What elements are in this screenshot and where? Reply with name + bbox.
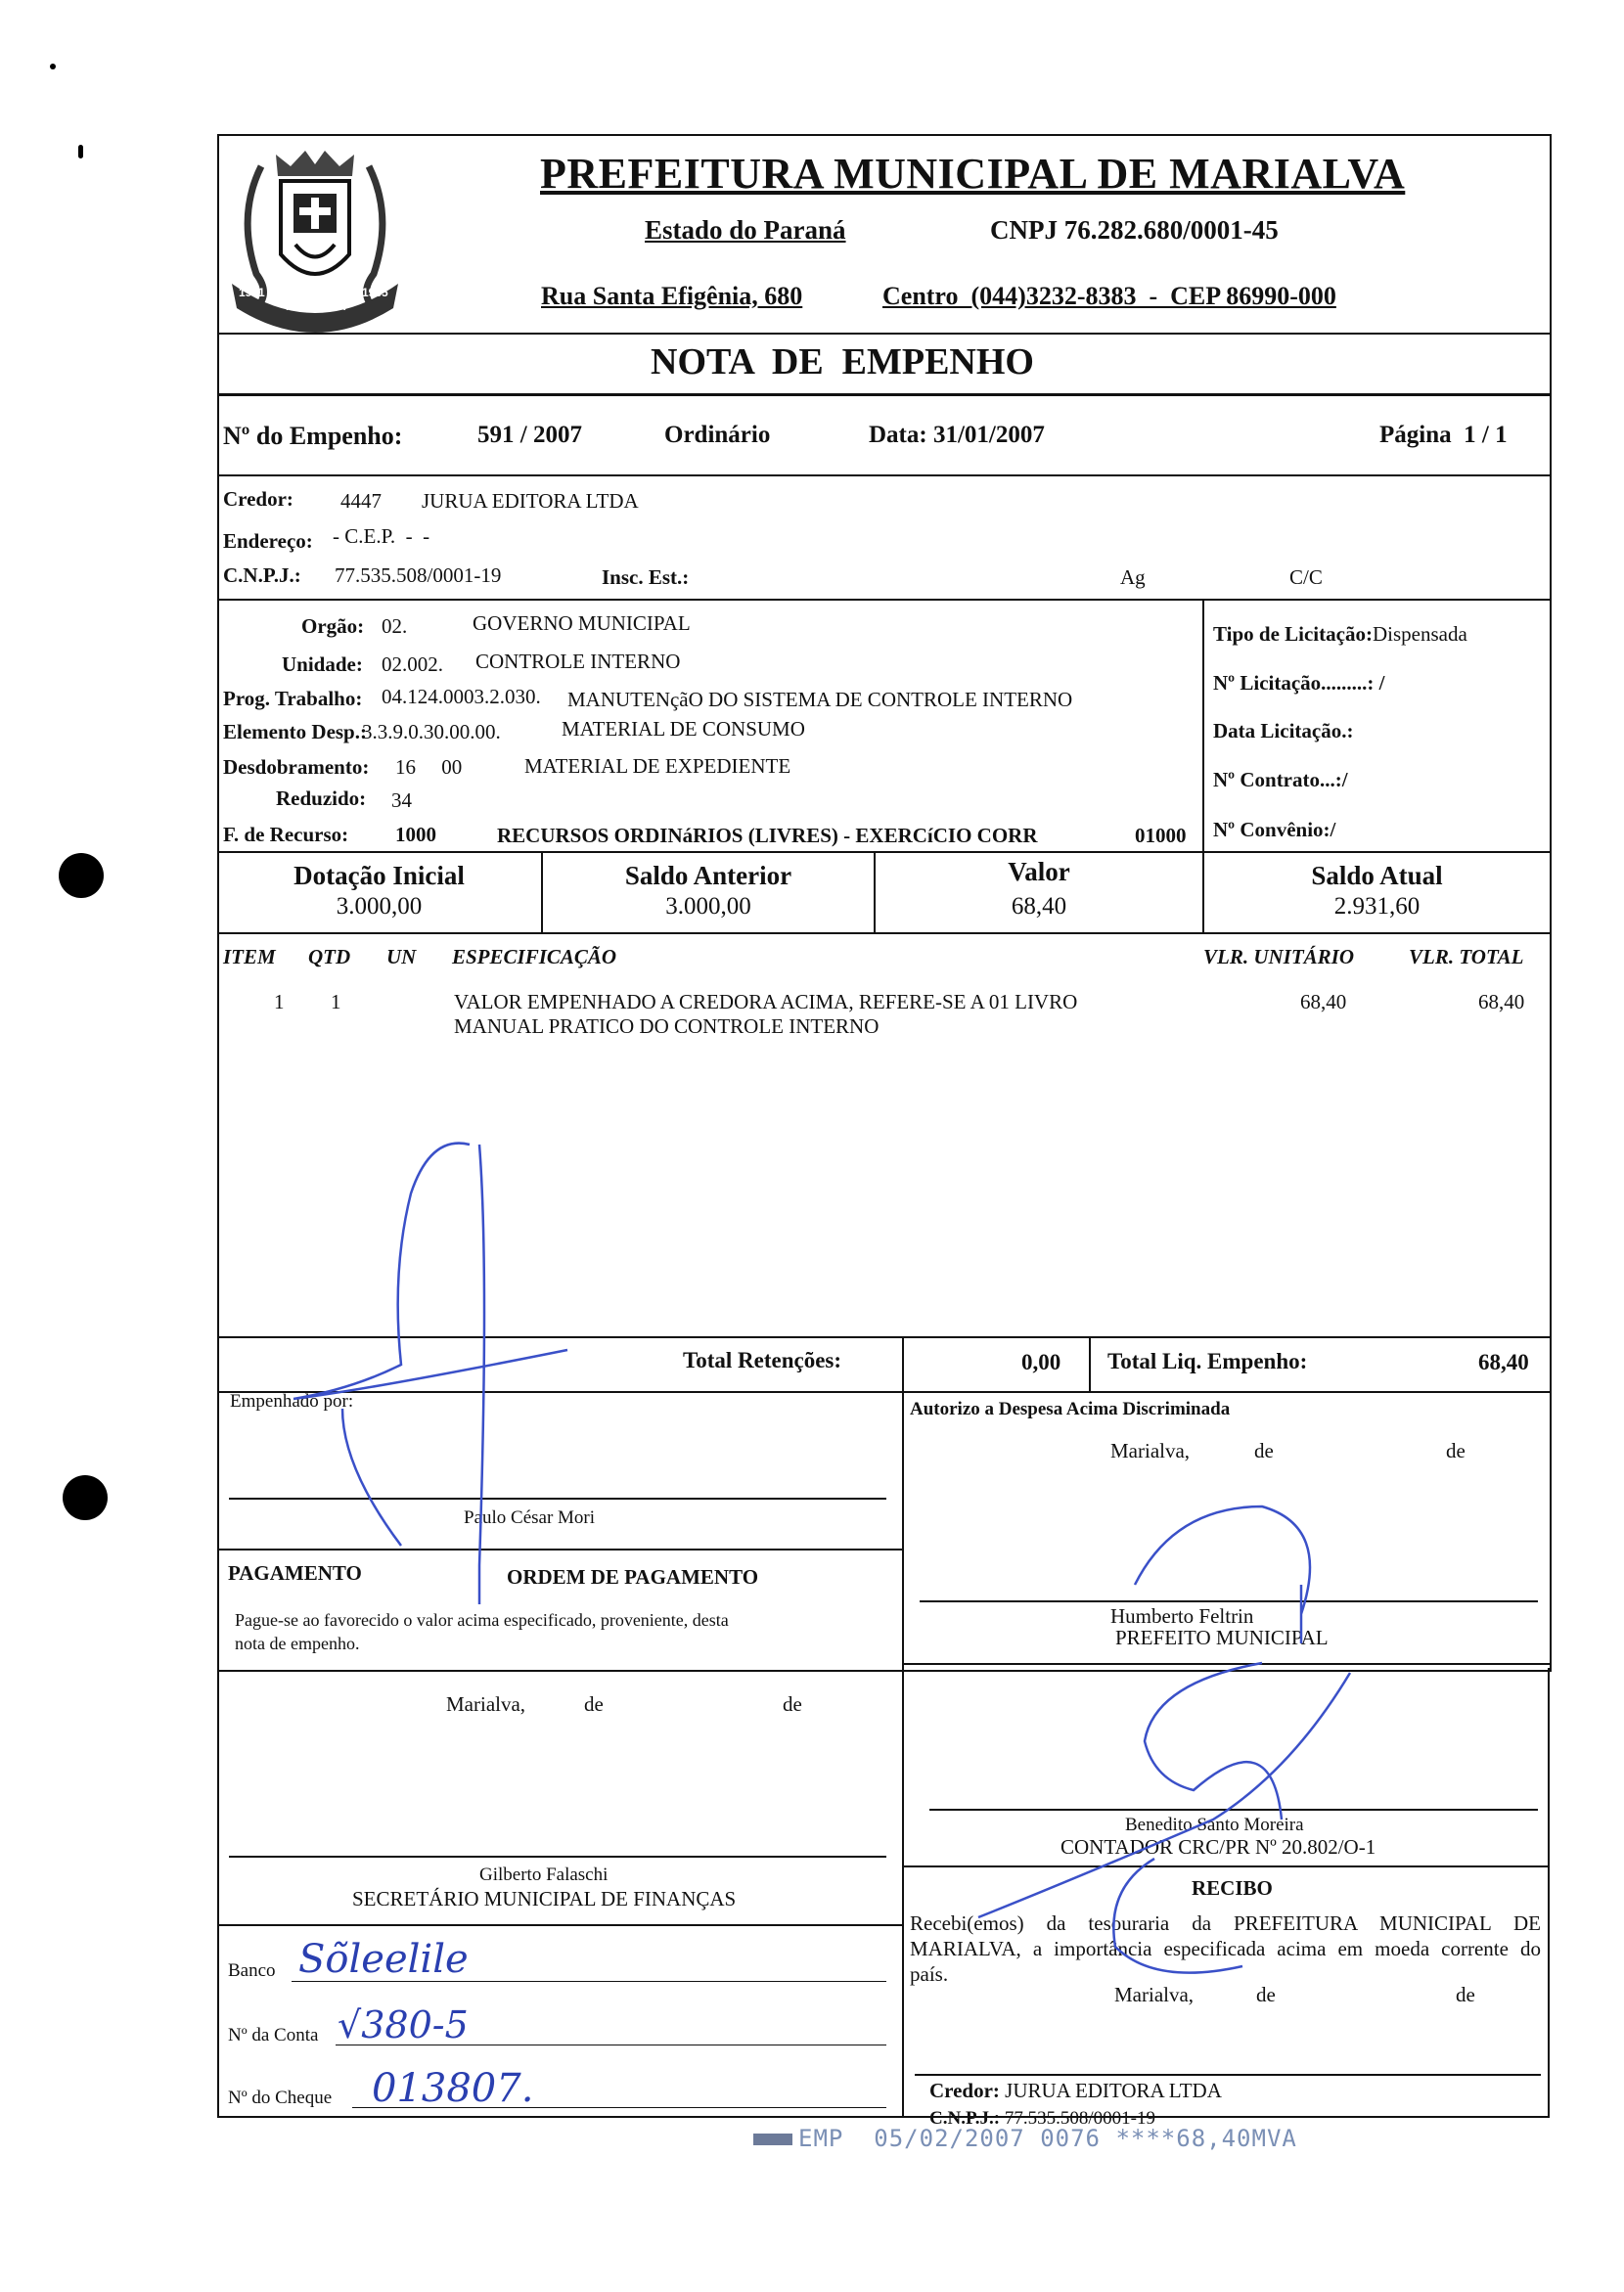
recurso-name: RECURSOS ORDINáRIOS (LIVRES) - EXERCíCIO CORR: [497, 824, 1038, 847]
unidade-name: CONTROLE INTERNO: [475, 650, 681, 673]
reduzido-label: Reduzido:: [276, 786, 367, 810]
insc-label: Insc. Est.:: [602, 565, 690, 589]
orgao-code: 02.: [382, 614, 408, 638]
cheque-label: Nº do Cheque: [228, 2088, 333, 2108]
unidade-code: 02.002.: [382, 652, 443, 676]
credor-code: 4447: [340, 489, 382, 513]
col-vlr-unitario: VLR. UNITÁRIO: [1203, 945, 1355, 968]
credor-name: JURUA EDITORA LTDA: [422, 489, 639, 513]
page-number: Página 1 / 1: [1379, 422, 1508, 448]
empenho-date: Data: 31/01/2007: [869, 422, 1045, 448]
col-item: ITEM: [223, 945, 276, 968]
prefeitura-title: PREFEITURA MUNICIPAL DE MARIALVA: [540, 150, 1406, 198]
crest-year-right: 1955: [362, 286, 388, 299]
endereco-label: Endereço:: [223, 529, 313, 553]
ag-label: Ag: [1120, 565, 1146, 589]
saldo-atual-label: Saldo Atual: [1311, 861, 1443, 890]
recurso-code: 1000: [395, 823, 436, 846]
convenio-number: Nº Convênio:/: [1213, 818, 1336, 841]
recurso-label: F. de Recurso:: [223, 823, 349, 846]
prog-name: MANUTENçãO DO SISTEMA DE CONTROLE INTERNO: [567, 688, 1073, 711]
cnpj-label: C.N.P.J.:: [223, 563, 301, 587]
pagamento-place: Marialva,: [446, 1692, 526, 1716]
banco-label: Banco: [228, 1960, 276, 1981]
recibo-credor-label: Credor:: [929, 2079, 1000, 2102]
total-liq-label: Total Liq. Empenho:: [1107, 1349, 1308, 1373]
total-liq-value: 68,40: [1478, 1350, 1529, 1374]
endereco-value: - C.E.P. - -: [333, 524, 430, 548]
autorizo-de2: de: [1446, 1439, 1466, 1462]
desdobramento-name: MATERIAL DE EXPEDIENTE: [524, 754, 791, 778]
pagamento-label: PAGAMENTO: [228, 1561, 362, 1585]
conta-label: Nº da Conta: [228, 2025, 319, 2045]
empenho-number: 591 / 2007: [477, 422, 582, 448]
secretario-name: Gilberto Falaschi: [479, 1865, 609, 1885]
prefeito-name: Humberto Feltrin: [1110, 1604, 1254, 1628]
cc-label: C/C: [1289, 565, 1323, 589]
item-number: 1: [274, 990, 285, 1013]
unidade-label: Unidade:: [282, 652, 363, 676]
autorizo-de1: de: [1254, 1439, 1274, 1462]
stamp-prefix: EMP: [798, 2125, 844, 2152]
cheque-value: 013807.: [372, 2066, 534, 2111]
recibo-cnpj-value: 77.535.508/0001-19: [1004, 2108, 1155, 2129]
contador-name: Benedito Santo Moreira: [1125, 1815, 1304, 1835]
orgao-label: Orgão:: [301, 614, 365, 638]
credor-label: Credor:: [223, 487, 293, 511]
licitacao-date: Data Licitação.:: [1213, 719, 1354, 742]
prog-label: Prog. Trabalho:: [223, 687, 363, 710]
pagamento-de1: de: [584, 1692, 604, 1716]
elemento-label: Elemento Desp.:: [223, 720, 367, 743]
ordem-pagamento-label: ORDEM DE PAGAMENTO: [507, 1565, 759, 1589]
recibo-line1: Recebi(emos) da tesouraria da PREFEITURA MUNICIPAL DE: [910, 1911, 1541, 1935]
stamp-mark-icon: [753, 2134, 792, 2145]
item-spec-line1: VALOR EMPENHADO A CREDORA ACIMA, REFERE-SE A 01 LIVRO: [454, 990, 1078, 1013]
empenho-type: Ordinário: [664, 422, 771, 448]
cnpj-value: 77.535.508/0001-19: [335, 563, 502, 587]
recibo-cnpj-label: C.N.P.J.:: [929, 2108, 1001, 2129]
licitacao-number: Nº Licitação.........: /: [1213, 671, 1385, 695]
recurso-num: 01000: [1135, 824, 1187, 847]
recibo-line3: país.: [910, 1962, 949, 1986]
contador-title: CONTADOR CRC/PR Nº 20.802/O-1: [1060, 1835, 1376, 1859]
item-unit-value: 68,40: [1300, 990, 1347, 1013]
licitacao-type-value: Dispensada: [1372, 622, 1467, 646]
item-total-value: 68,40: [1478, 990, 1525, 1013]
address-contact: Centro (044)3232-8383 - CEP 86990-000: [882, 282, 1336, 310]
empenhado-signer: Paulo César Mori: [464, 1507, 596, 1528]
crest-label: MARIALVA: [286, 299, 346, 313]
licitacao-type-label: Tipo de Licitação:: [1213, 622, 1373, 646]
total-retencoes-label: Total Retenções:: [683, 1348, 842, 1372]
recibo-line2: MARIALVA, a importância especificada acima em moeda corrente do: [910, 1937, 1541, 1960]
pagamento-de2: de: [783, 1692, 802, 1716]
col-especificacao: ESPECIFICAÇÃO: [452, 945, 617, 968]
col-vlr-total: VLR. TOTAL: [1409, 945, 1524, 968]
valor-label: Valor: [1008, 857, 1070, 886]
autorizo-place: Marialva,: [1110, 1439, 1191, 1462]
elemento-code: 3.3.9.0.30.00.00.: [362, 720, 501, 743]
valor-value: 68,40: [1011, 893, 1067, 920]
recibo-place: Marialva,: [1114, 1983, 1195, 2006]
dotacao-inicial-value: 3.000,00: [336, 893, 423, 920]
saldo-anterior-label: Saldo Anterior: [624, 861, 792, 890]
item-qtd: 1: [331, 990, 341, 1013]
col-un: UN: [386, 945, 417, 968]
register-stamp: [753, 2125, 1297, 2152]
prefeitura-cnpj: CNPJ 76.282.680/0001-45: [990, 215, 1279, 245]
empenho-number-label: Nº do Empenho:: [223, 422, 403, 450]
document-title: NOTA DE EMPENHO: [651, 341, 1034, 382]
contrato-number: Nº Contrato...:/: [1213, 768, 1348, 791]
crest-year-left: 1951: [239, 286, 265, 299]
empenhado-por-label: Empenhado por:: [230, 1391, 354, 1412]
reduzido-value: 34: [391, 788, 412, 812]
elemento-name: MATERIAL DE CONSUMO: [562, 717, 805, 741]
col-qtd: QTD: [308, 945, 351, 968]
saldo-atual-value: 2.931,60: [1333, 893, 1421, 920]
prog-code: 04.124.0003.2.030.: [382, 685, 541, 708]
pagamento-text-line2: nota de empenho.: [235, 1634, 360, 1653]
recibo-de2: de: [1456, 1983, 1475, 2006]
prefeito-title: PREFEITO MUNICIPAL: [1115, 1626, 1329, 1649]
pagamento-text-line1: Pague-se ao favorecido o valor acima especificado, proveniente, desta: [235, 1610, 729, 1630]
item-spec-line2: MANUAL PRATICO DO CONTROLE INTERNO: [454, 1014, 880, 1038]
recibo-credor-name: JURUA EDITORA LTDA: [1005, 2079, 1222, 2102]
autorizo-label: Autorizo a Despesa Acima Discriminada: [910, 1399, 1231, 1419]
saldo-anterior-value: 3.000,00: [665, 893, 751, 920]
conta-value: √380-5: [338, 2003, 469, 2046]
stamp-text: 05/02/2007 0076 ****68,40MVA: [874, 2125, 1297, 2152]
street-address: Rua Santa Efigênia, 680: [541, 282, 803, 310]
desdobramento-label: Desdobramento:: [223, 755, 370, 779]
banco-value: Sõleelile: [298, 1937, 469, 1982]
orgao-name: GOVERNO MUNICIPAL: [473, 611, 691, 635]
dotacao-inicial-label: Dotação Inicial: [293, 861, 465, 890]
secretario-title: SECRETÁRIO MUNICIPAL DE FINANÇAS: [352, 1887, 737, 1910]
recibo-label: RECIBO: [1192, 1876, 1273, 1900]
state-name: Estado do Paraná: [645, 215, 846, 245]
total-retencoes-value: 0,00: [1021, 1350, 1061, 1374]
recibo-de1: de: [1256, 1983, 1276, 2006]
desdobramento-code: 16 00: [395, 755, 463, 779]
